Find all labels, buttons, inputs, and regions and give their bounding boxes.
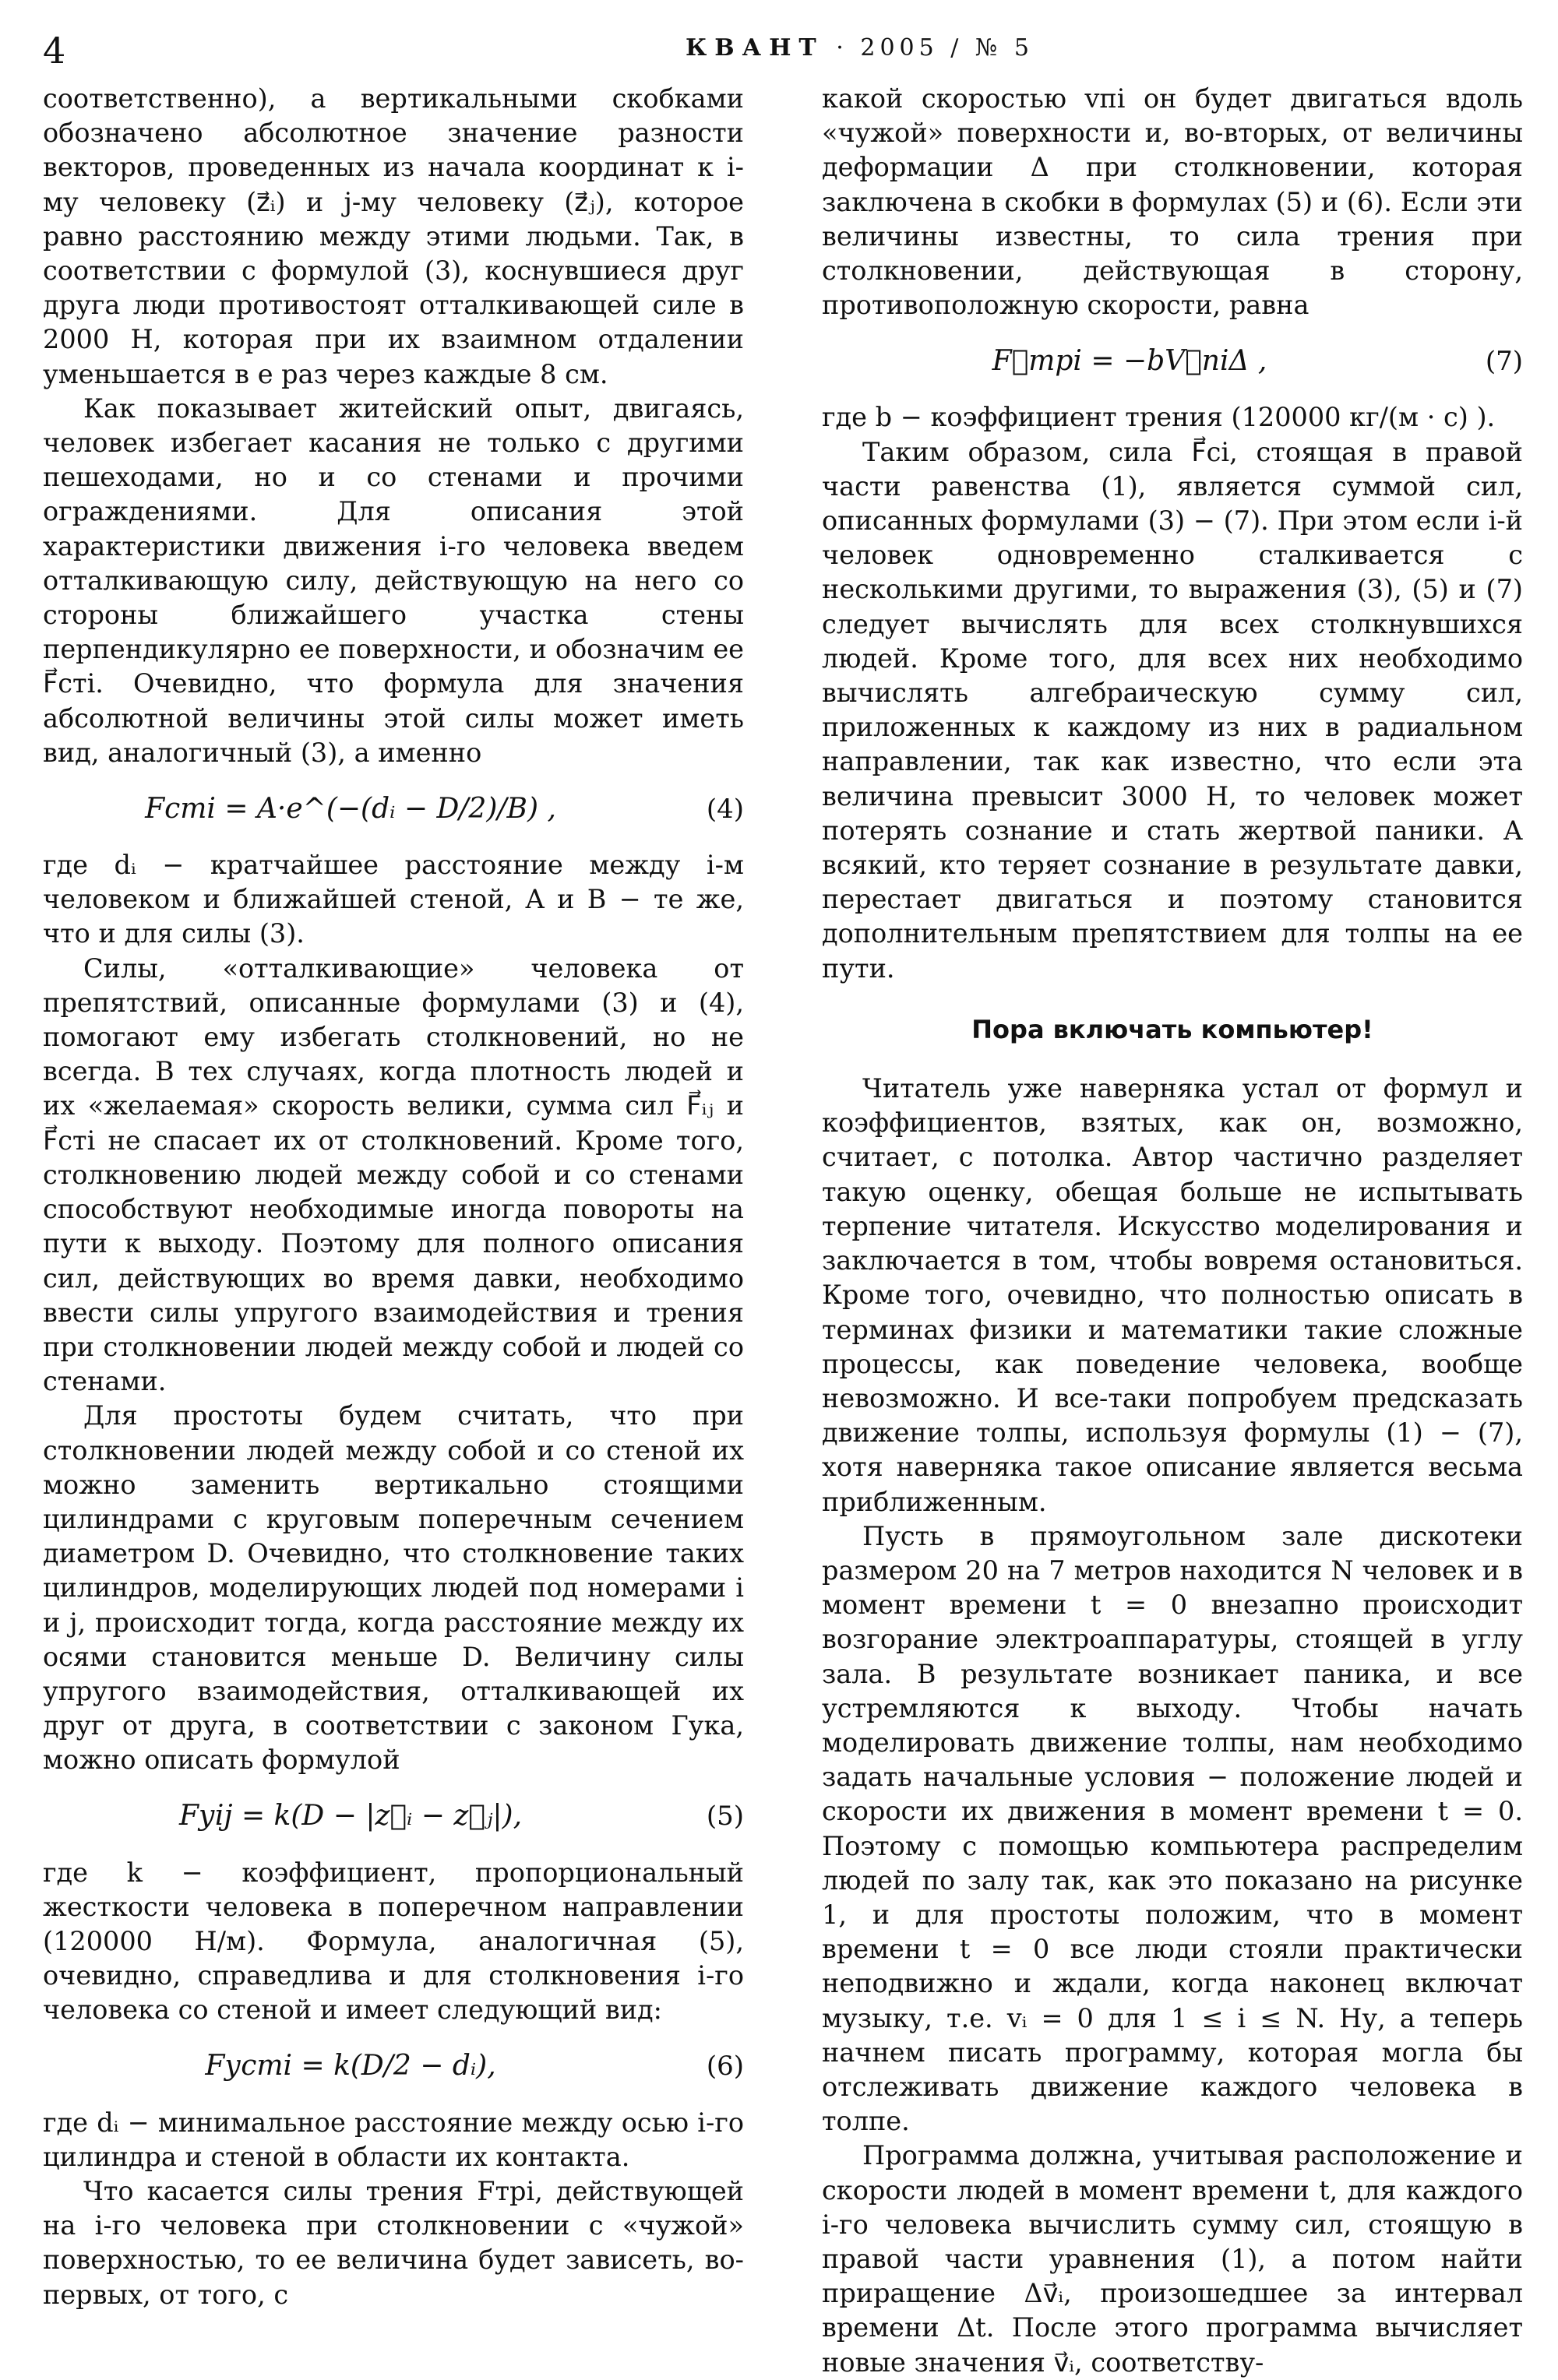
equation-formula: Fуij = k(D − |z⃗ᵢ − z⃗ⱼ|),	[178, 1800, 523, 1833]
paragraph: Что касается силы трения Fтрi, действующей на i-го человека при столкновении с «чужой» поверхностью, то ее величина будет зависеть, во-первых, от того, с	[43, 2175, 744, 2310]
equation-4	[43, 770, 744, 848]
left-column	[43, 82, 744, 2312]
page-number: 4	[43, 30, 66, 72]
masthead	[686, 34, 1034, 62]
page-header	[43, 30, 1515, 76]
equation-6	[43, 2028, 744, 2106]
equation-7	[822, 322, 1523, 400]
paragraph: Читатель уже наверняка устал от формул и коэффициентов, взятых, как он, возможно, считает, с потолка. Автор частично разделяет такую оценку, обещая больше не испытывать терпение читателя. Искусство моделирования и заключается в том, чтобы вовремя остановиться. Кроме того, очевидно, что полностью описать в терминах физики и математики такие сложные процессы, как поведение человека, вообще невозможно. И все-таки попробуем предсказать движение толпы, используя формулы (1) − (7), хотя наверняка такое описание является весьма приближенным.	[822, 1073, 1523, 1517]
section-heading: Пора включать компьютер!	[971, 1014, 1373, 1044]
paragraph: Таким образом, сила F⃗ci, стоящая в правой части равенства (1), является суммой сил, описанных формулами (3) − (7). При этом если i-й человек одновременно сталкивается с несколькими другими, то выражения (3), (5) и (7) следует вычислять для всех столкнувшихся людей. Кроме того, для всех них необходимо вычислять алгебраическую сумму сил, приложенных к каждому из них в радиальном направлении, так как известно, что если эта величина превысит 3000 Н, то человек может потерять сознание и стать жертвой паники. А всякий, кто теряет сознание в результате давки, перестает двигаться и поэтому становится дополнительным препятствием для толпы на ее пути.	[822, 436, 1523, 984]
paragraph: Пусть в прямоугольном зале дискотеки размером 20 на 7 метров находится N человек и в момент времени t = 0 внезапно происходит возгорание электроаппаратуры, стоящей в углу зала. В результате возникает паника, и все устремляются к выходу. Чтобы начать моделировать движение толпы, нам необходимо задать начальные условия − положение людей и скорости их движения в момент времени t = 0. Поэтому с помощью компьютера распределим людей по залу так, как это показано на рисунке 1, и для простоты положим, что в момент времени t = 0 все люди стояли практически неподвижно и ждали, когда наконец включат музыку, т.е. vᵢ = 0 для 1 ≤ i ≤ N. Ну, а теперь начнем писать программу, которая могла бы отслеживать движение каждого человека в толпе.	[822, 1520, 1523, 2137]
right-column	[822, 82, 1523, 2380]
equation-number: (4)	[706, 793, 744, 825]
paragraph: какой скоростью vпi он будет двигаться вдоль «чужой» поверхности и, во-вторых, от величины деформации Δ при столкновении, которая заключена в скобки в формулах (5) и (6). Если эти величины известны, то сила трения при столкновении, действующая в сторону, противоположную скорости, равна	[822, 83, 1523, 321]
equation-number: (5)	[706, 1801, 744, 1833]
paragraph: Программа должна, учитывая расположение и скорости людей в момент времени t, для каждого i-го человека вычислить сумму сил, стоящую в правой части уравнения (1), а потом найти приращение Δv⃗ᵢ, произошедшее за интервал времени Δt. После этого программа вычисляет новые значения v⃗ᵢ, соответству-	[822, 2140, 1523, 2378]
paragraph: где b − коэффициент трения (120000 кг/(м · с) ).	[822, 402, 1496, 433]
paragraph: где dᵢ − минимальное расстояние между осью i-го цилиндра и стеной в области их контакта.	[43, 2107, 744, 2172]
paragraph: соответственно), а вертикальными скобками обозначено абсолютное значение разности векторов, проведенных из начала координат к i-му человеку (z⃗ᵢ) и j-му человеку (z⃗ⱼ), которое равно расстоянию между этими людьми. Так, в соответствии с формулой (3), коснувшиеся друг друга люди противостоят отталкивающей силе в 2000 Н, которая при их взаимном отдалении уменьшается в e раз через каждые 8 см.	[43, 83, 744, 389]
journal-name: КВАНТ	[686, 34, 824, 62]
paragraph: Как показывает житейский опыт, двигаясь, человек избегает касания не только с другими пешеходами, но и со стенами и прочими ограждениями. Для описания этой характеристики движения i-го человека введем отталкивающую силу, действующую на него со стороны ближайшего участка стены перпендикулярно ее поверхности, и обозначим ее F⃗стi. Очевидно, что формула для значения абсолютной величины этой силы может иметь вид, аналогичный (3), а именно	[43, 393, 744, 768]
equation-formula: Fустi = k(D/2 − dᵢ),	[205, 2050, 496, 2082]
equation-number: (6)	[706, 2051, 744, 2082]
paragraph: Силы, «отталкивающие» человека от препятствий, описанные формулами (3) и (4), помогают ему избегать столкновений, но не всегда. В тех случаях, когда плотность людей и их «желаемая» скорость велики, сумма сил F⃗ᵢⱼ и F⃗стi не спасает их от столкновений. Кроме того, столкновению людей между собой и со стенами способствуют необходимые иногда повороты на пути к выходу. Поэтому для полного описания сил, действующих во время давки, необходимо ввести силы упругого взаимодействия и трения при столкновении людей между собой и людей со стенами.	[43, 952, 744, 1397]
paragraph: Для простоты будем считать, что при столкновении людей между собой и со стеной их можно заменить вертикально стоящими цилиндрами с круговым поперечным сечением диаметром D. Очевидно, что столкновение таких цилиндров, моделирующих людей под номерами i и j, происходит тогда, когда расстояние между их осями становится меньше D. Величину силы упругого взаимодействия, отталкивающей их друг от друга, в соответствии с законом Гука, можно описать формулой	[43, 1400, 744, 1776]
equation-formula: Fстi = A·e^(−(dᵢ − D/2)/B) ,	[145, 792, 556, 825]
equation-5	[43, 1778, 744, 1856]
issue-label: · 2005 / № 5	[836, 34, 1034, 62]
paragraph: где k − коэффициент, пропорциональный жесткости человека в поперечном направлении (120000 Н/м). Формула, аналогичная (5), очевидно, справедлива и для столкновения i-го человека со стеной и имеет следующий вид:	[43, 1857, 744, 2026]
equation-formula: F⃗трi = −bV⃗пiΔ ,	[992, 345, 1267, 378]
paragraph: где dᵢ − кратчайшее расстояние между i-м человеком и ближайшей стеной, A и B − те же, что и для силы (3).	[43, 850, 744, 949]
equation-number: (7)	[1485, 346, 1523, 378]
